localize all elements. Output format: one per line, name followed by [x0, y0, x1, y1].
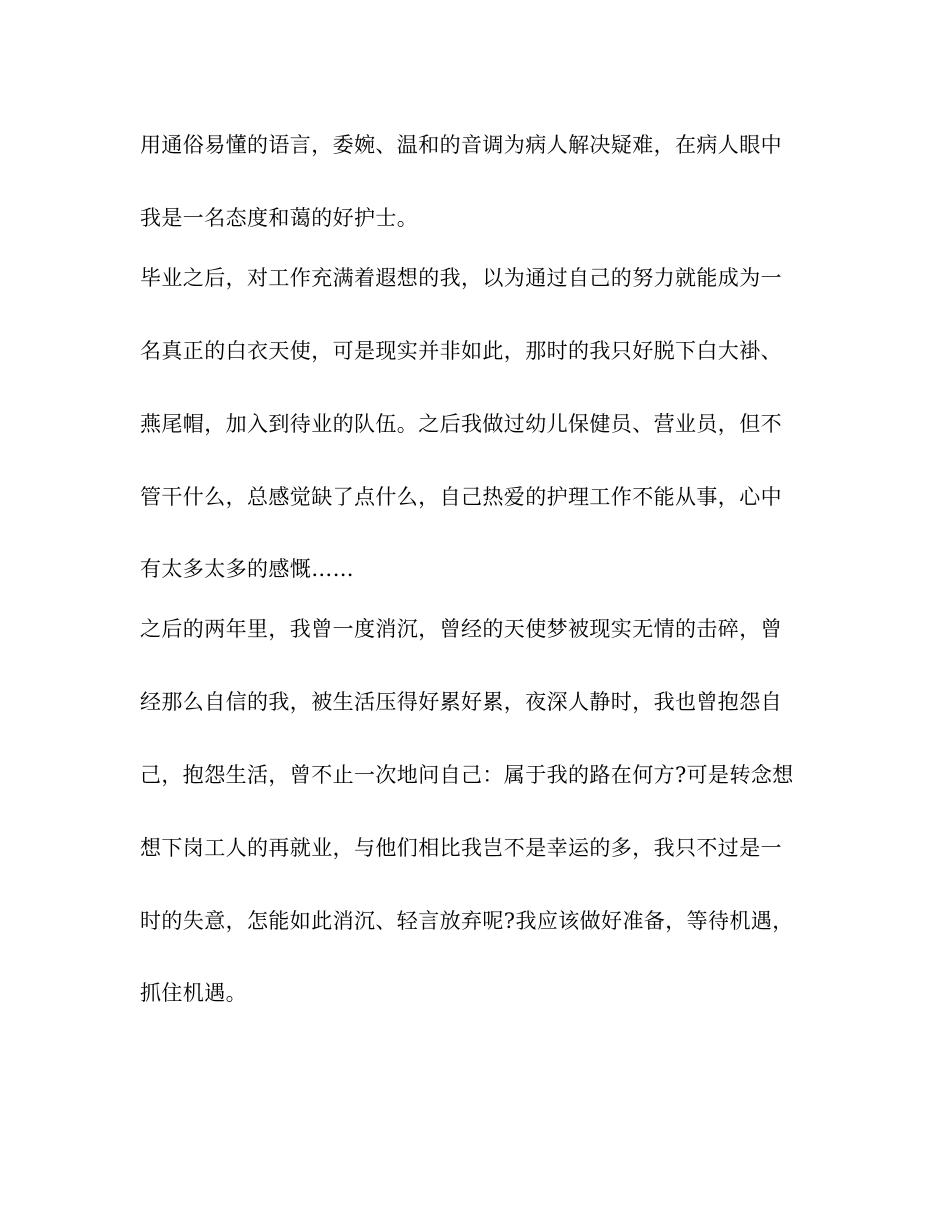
text-line: 有太多太多的感慨……	[140, 557, 354, 581]
text-line: 毕业之后，对工作充满着遐想的我，以为通过自己的努力就能成为一	[140, 266, 782, 290]
text-line: 想下岗工人的再就业，与他们相比我岂不是幸运的多，我只不过是一	[140, 836, 782, 860]
text-line: 燕尾帽，加入到待业的队伍。之后我做过幼儿保健员、营业员，但不	[140, 412, 782, 436]
text-line: 时的失意，怎能如此消沉、轻言放弃呢?我应该做好准备，等待机遇，	[140, 909, 794, 933]
text-line: 之后的两年里，我曾一度消沉，曾经的天使梦被现实无情的击碎，曾	[140, 617, 782, 641]
text-line: 我是一名态度和蔼的好护士。	[140, 206, 419, 230]
text-line: 己，抱怨生活，曾不止一次地问自己：属于我的路在何方?可是转念想	[140, 763, 794, 787]
text-line: 名真正的白衣天使，可是现实并非如此，那时的我只好脱下白大褂、	[140, 339, 782, 363]
text-line: 用通俗易懂的语言，委婉、温和的音调为病人解决疑难，在病人眼中	[140, 133, 782, 157]
text-line: 管干什么，总感觉缺了点什么，自己热爱的护理工作不能从事，心中	[140, 485, 782, 509]
text-line: 抓住机遇。	[140, 981, 247, 1005]
text-line: 经那么自信的我，被生活压得好累好累，夜深人静时，我也曾抱怨自	[140, 690, 782, 714]
